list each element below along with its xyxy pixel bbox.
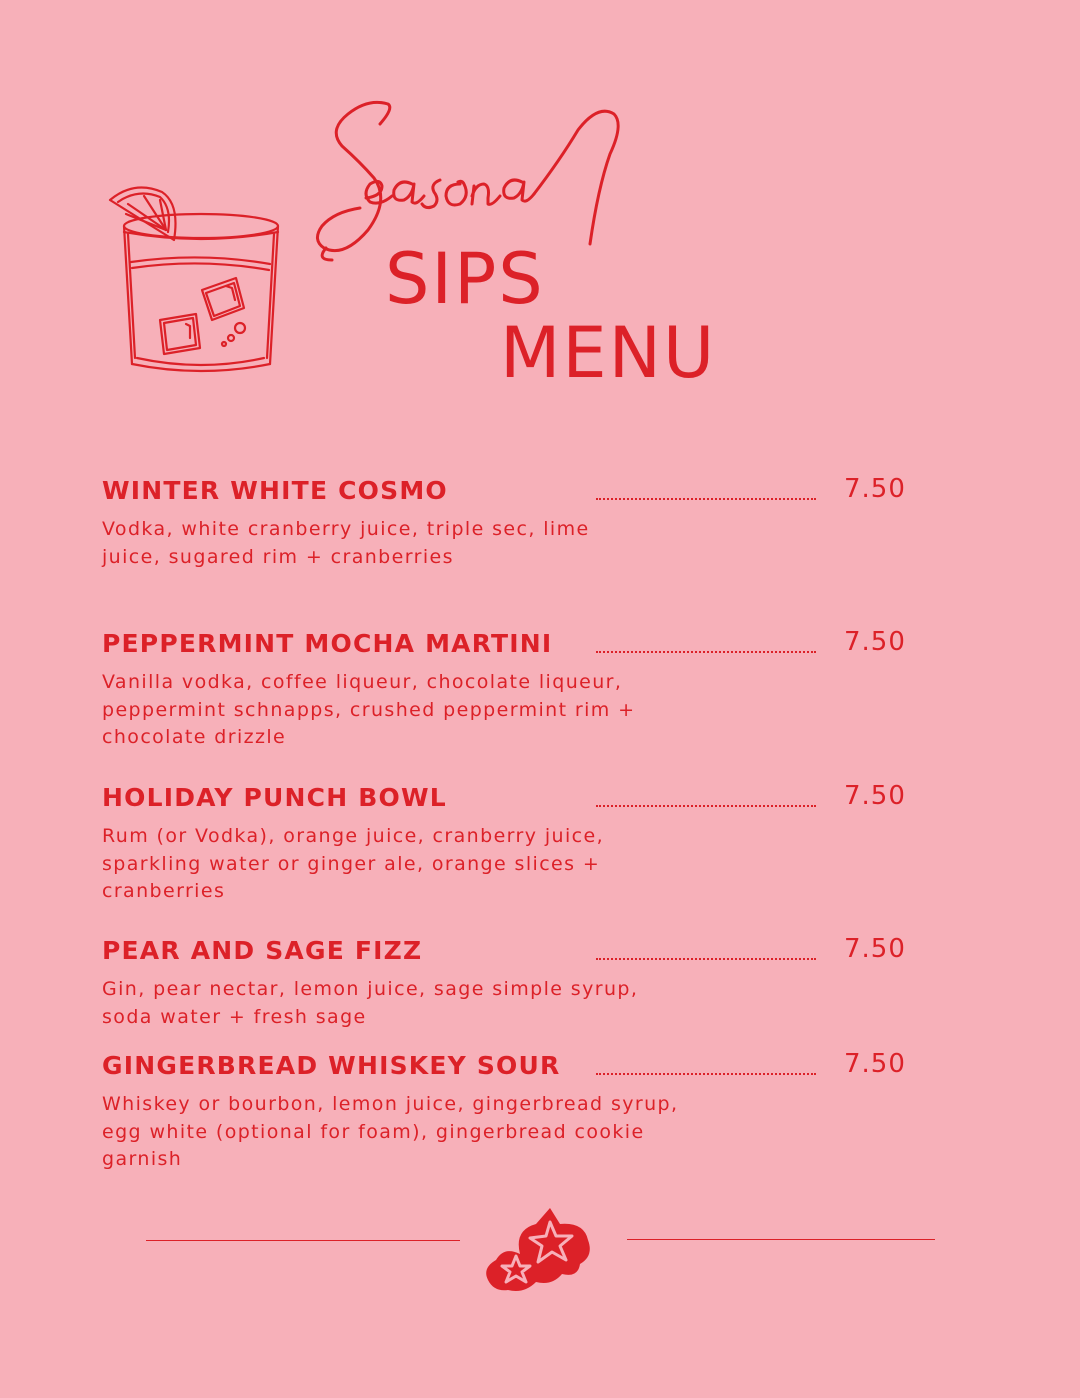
title-sips: SIPS bbox=[385, 238, 545, 320]
item-description: Vanilla vodka, coffee liqueur, chocolate liqueur, peppermint schnapps, crushed peppermint rim + chocolate drizzle bbox=[102, 671, 636, 748]
item-name: PEPPERMINT MOCHA MARTINI bbox=[102, 629, 553, 658]
item-description: Vodka, white cranberry juice, triple sec, lime juice, sugared rim + cranberries bbox=[102, 518, 590, 568]
item-price: 7.50 bbox=[844, 1049, 906, 1079]
item-name: HOLIDAY PUNCH BOWL bbox=[102, 783, 447, 812]
divider-right bbox=[627, 1239, 935, 1240]
item-price: 7.50 bbox=[844, 781, 906, 811]
title-menu: MENU bbox=[500, 312, 717, 394]
item-description: Gin, pear nectar, lemon juice, sage simple syrup, soda water + fresh sage bbox=[102, 978, 639, 1028]
item-price: 7.50 bbox=[844, 474, 906, 504]
dotted-leader bbox=[596, 958, 816, 960]
dotted-leader bbox=[596, 1073, 816, 1075]
divider-left bbox=[146, 1240, 460, 1241]
cocktail-glass-icon bbox=[104, 182, 288, 382]
item-description: Rum (or Vodka), orange juice, cranberry juice, sparkling water or ginger ale, orange slices + cranberries bbox=[102, 825, 605, 902]
item-name: WINTER WHITE COSMO bbox=[102, 476, 448, 505]
dotted-leader bbox=[596, 651, 816, 653]
dotted-leader bbox=[596, 805, 816, 807]
dotted-leader bbox=[596, 498, 816, 500]
item-name: PEAR AND SAGE FIZZ bbox=[102, 936, 423, 965]
item-price: 7.50 bbox=[844, 627, 906, 657]
item-name: GINGERBREAD WHISKEY SOUR bbox=[102, 1051, 561, 1080]
item-price: 7.50 bbox=[844, 934, 906, 964]
stars-icon bbox=[480, 1202, 596, 1296]
item-description: Whiskey or bourbon, lemon juice, gingerbread syrup, egg white (optional for foam), gingerbread cookie garnish bbox=[102, 1093, 679, 1170]
